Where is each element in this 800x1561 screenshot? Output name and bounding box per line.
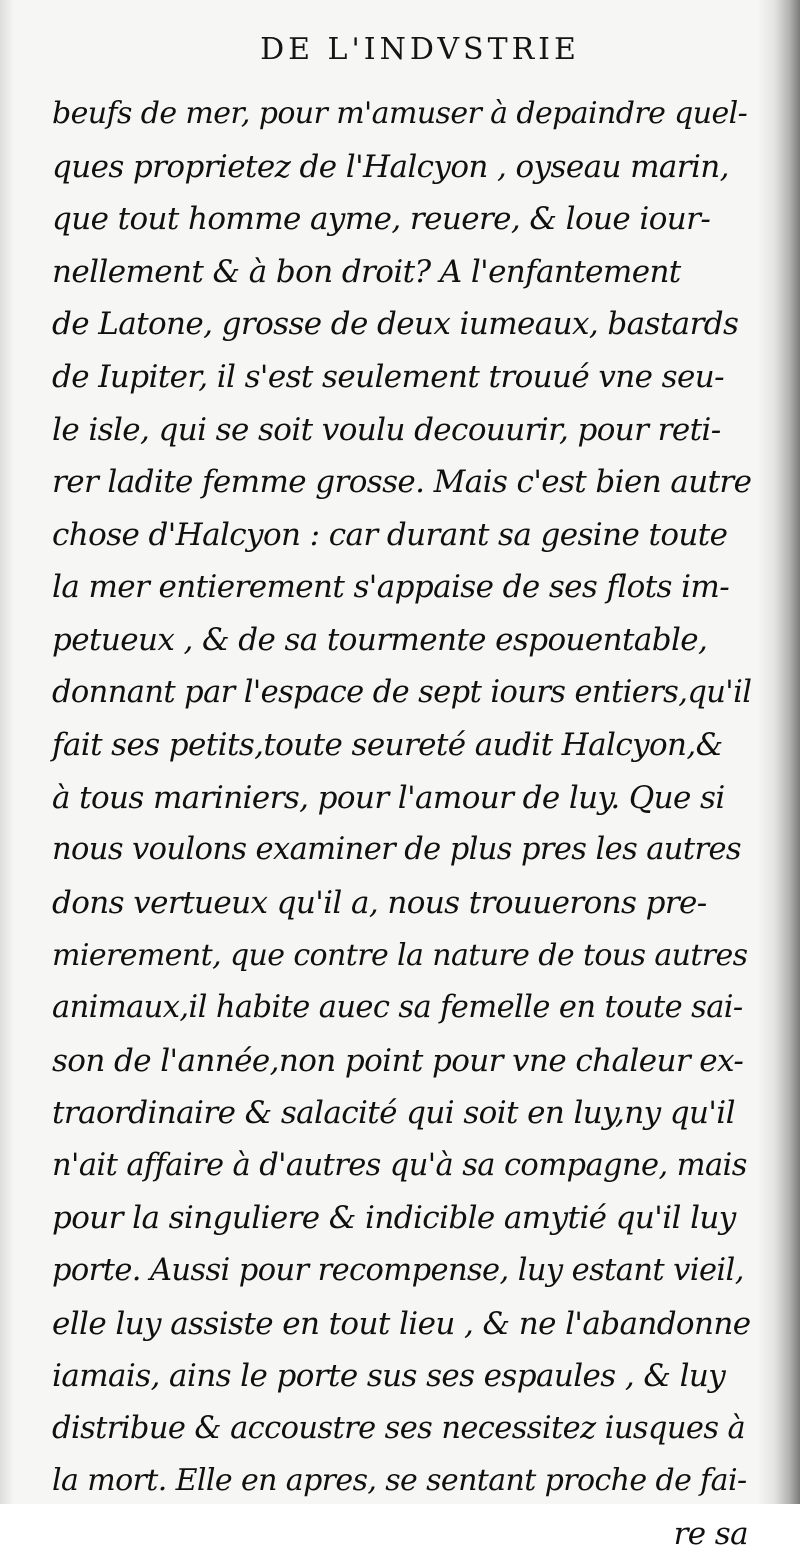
text-line: animaux,il habite auec sa femelle en toute sai- bbox=[52, 990, 743, 1026]
text-line: la mort. Elle en apres, se sentant proche de fai- bbox=[52, 1463, 747, 1499]
text-line: fait ses petits,toute seureté audit Halcyon,& bbox=[52, 727, 723, 764]
catchword: re sa bbox=[673, 1516, 748, 1553]
text-line: porte. Aussi pour recompense, luy estant vieil, bbox=[52, 1253, 744, 1289]
text-line: n'ait affaire à d'autres qu'à sa compagne, mais bbox=[52, 1147, 747, 1183]
text-line: iamais, ains le porte sus ses espaules , & luy bbox=[52, 1358, 726, 1395]
text-line: mierement, que contre la nature de tous autres bbox=[52, 937, 748, 973]
text-line: nous voulons examiner de plus pres les autres bbox=[52, 832, 741, 868]
text-line: son de l'année,non point pour vne chaleur ex- bbox=[52, 1042, 744, 1079]
text-line: dons vertueux qu'il a, nous trouuerons pre- bbox=[52, 884, 707, 921]
text-line: de Iupiter, il s'est seulement trouué vne seu- bbox=[52, 358, 724, 395]
text-line: pour la singuliere & indicible amytié qu'il luy bbox=[52, 1200, 736, 1237]
text-line: de Latone, grosse de deux iumeaux, bastards bbox=[52, 306, 739, 343]
text-line: distribue & accoustre ses necessitez iusques à bbox=[52, 1410, 746, 1446]
text-line: ques proprietez de l'Halcyon , oyseau marin, bbox=[52, 148, 729, 185]
text-line: petueux , & de sa tourmente espouentable, bbox=[52, 621, 708, 658]
gutter-shadow bbox=[758, 0, 800, 1504]
text-line: chose d'Halcyon : car durant sa gesine toute bbox=[52, 516, 728, 553]
text-line: beufs de mer, pour m'amuser à depaindre quel- bbox=[52, 96, 748, 131]
text-line: donnant par l'espace de sept iours entiers,qu'il bbox=[52, 674, 752, 710]
running-head: DE L'INDVSTRIE bbox=[260, 32, 580, 67]
page-edge-shading bbox=[0, 0, 14, 1504]
body-text bbox=[52, 88, 752, 1561]
text-line: rer ladite femme grosse. Mais c'est bien autre bbox=[52, 464, 752, 501]
text-line: la mer entierement s'appaise de ses flots im- bbox=[52, 569, 730, 606]
text-line: traordinaire & salacité qui soit en luy,ny qu'il bbox=[52, 1095, 735, 1132]
text-line: elle luy assiste en tout lieu , & ne l'abandonne bbox=[52, 1305, 751, 1342]
text-line: nellement & à bon droit? A l'enfantement bbox=[52, 253, 681, 290]
text-line: que tout homme ayme, reuere, & loue iour- bbox=[52, 201, 711, 238]
text-line: à tous mariniers, pour l'amour de luy. Que si bbox=[52, 779, 725, 816]
text-line: le isle, qui se soit voulu decouurir, pour reti- bbox=[52, 411, 721, 448]
